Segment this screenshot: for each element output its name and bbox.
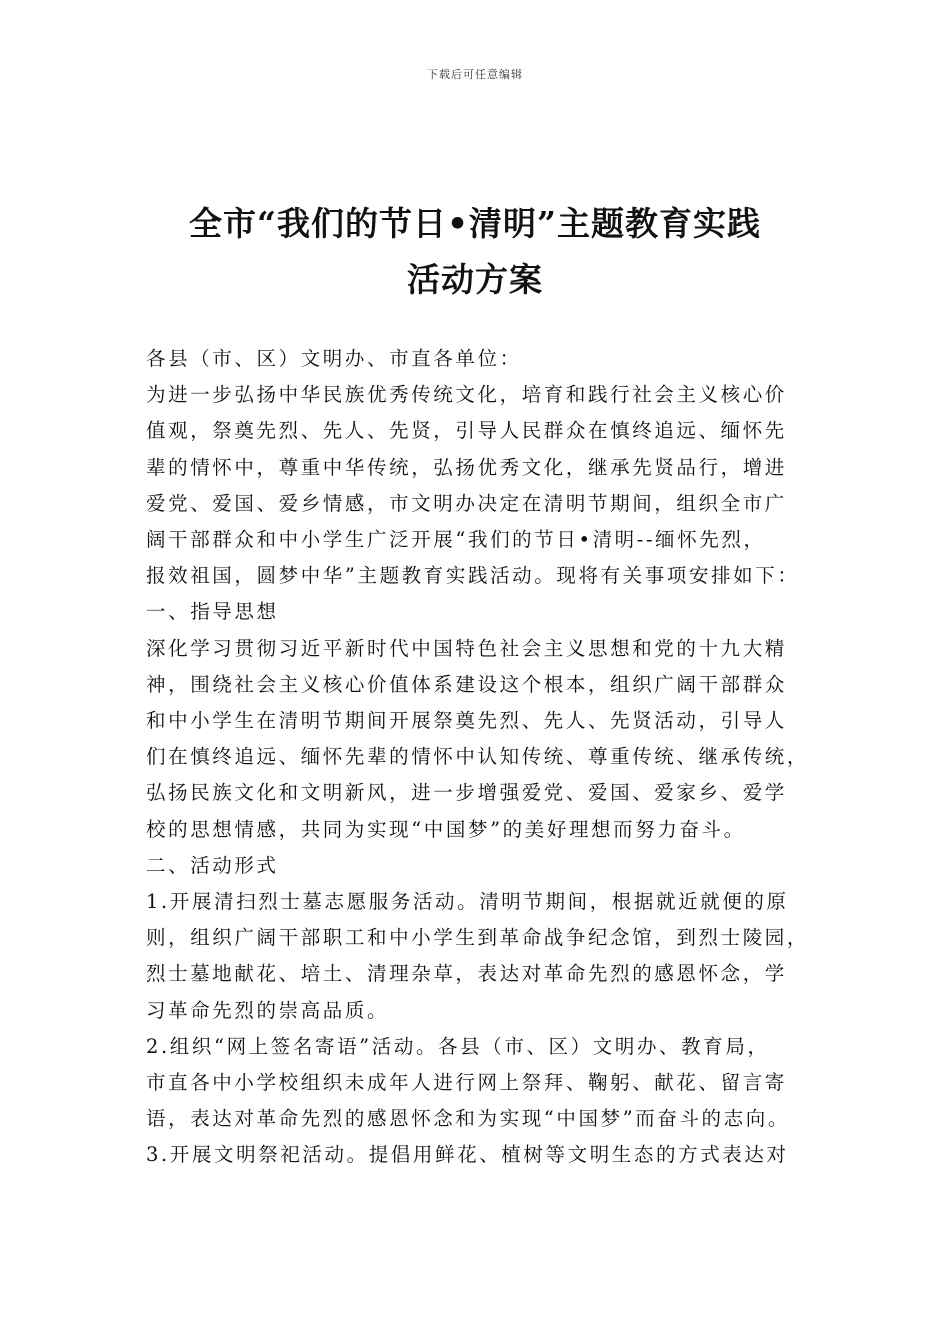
section-heading: 二、活动形式 <box>146 853 279 877</box>
body-line: 辈的情怀中，尊重中华传统，弘扬优秀文化，继承先贤品行，增进 <box>146 455 787 479</box>
body-line: 为进一步弘扬中华民族优秀传统文化，培育和践行社会主义核心价 <box>146 383 787 407</box>
body-line: 则，组织广阔干部职工和中小学生到革命战争纪念馆，到烈士陵园， <box>146 926 810 950</box>
title-line-1: 全市“我们的节日•清明”主题教育实践 <box>188 204 762 243</box>
section-heading: 一、指导思想 <box>146 600 279 624</box>
body-line: 神，围绕社会主义核心价值体系建设这个根本，组织广阔干部群众 <box>146 672 787 696</box>
body-line: 习革命先烈的崇高品质。 <box>146 998 390 1022</box>
body-line: 爱党、爱国、爱乡情感，市文明办决定在清明节期间，组织全市广 <box>146 491 787 515</box>
body-line: 各县（市、区）文明办、市直各单位： <box>146 347 522 370</box>
body-line: 报效祖国，圆梦中华”主题教育实践活动。现将有关事项安排如下： <box>146 564 800 588</box>
body-line: 弘扬民族文化和文明新风，进一步增强爱党、爱国、爱家乡、爱学 <box>146 781 787 805</box>
body-line: 值观，祭奠先烈、先人、先贤，引导人民群众在慎终追远、缅怀先 <box>146 419 787 443</box>
title-line-2: 活动方案 <box>407 260 543 299</box>
body-line: 烈士墓地献花、培土、清理杂草，表达对革命先烈的感恩怀念，学 <box>146 962 787 986</box>
body-line: 3.开展文明祭祀活动。提倡用鲜花、植树等文明生态的方式表达对 <box>146 1143 789 1167</box>
body-line: 2.组织“网上签名寄语”活动。各县（市、区）文明办、教育局， <box>146 1034 770 1058</box>
document-title <box>120 196 830 308</box>
body-line: 深化学习贯彻习近平新时代中国特色社会主义思想和党的十九大精 <box>146 636 787 660</box>
body-line: 和中小学生在清明节期间开展祭奠先烈、先人、先贤活动，引导人 <box>146 709 787 733</box>
body-line: 校的思想情感，共同为实现“中国梦”的美好理想而努力奋斗。 <box>146 817 746 841</box>
body-line: 1.开展清扫烈士墓志愿服务活动。清明节期间，根据就近就便的原 <box>146 890 789 914</box>
body-line: 市直各中小学校组织未成年人进行网上祭拜、鞠躬、献花、留言寄 <box>146 1071 787 1095</box>
header-note: 下载后可任意编辑 <box>427 68 523 81</box>
body-line: 语，表达对革命先烈的感恩怀念和为实现“中国梦”而奋斗的志向。 <box>146 1107 790 1131</box>
body-line: 阔干部群众和中小学生广泛开展“我们的节日•清明--缅怀先烈， <box>146 528 766 552</box>
body-line: 们在慎终追远、缅怀先辈的情怀中认知传统、尊重传统、继承传统， <box>146 745 810 769</box>
document-body <box>146 341 816 1174</box>
